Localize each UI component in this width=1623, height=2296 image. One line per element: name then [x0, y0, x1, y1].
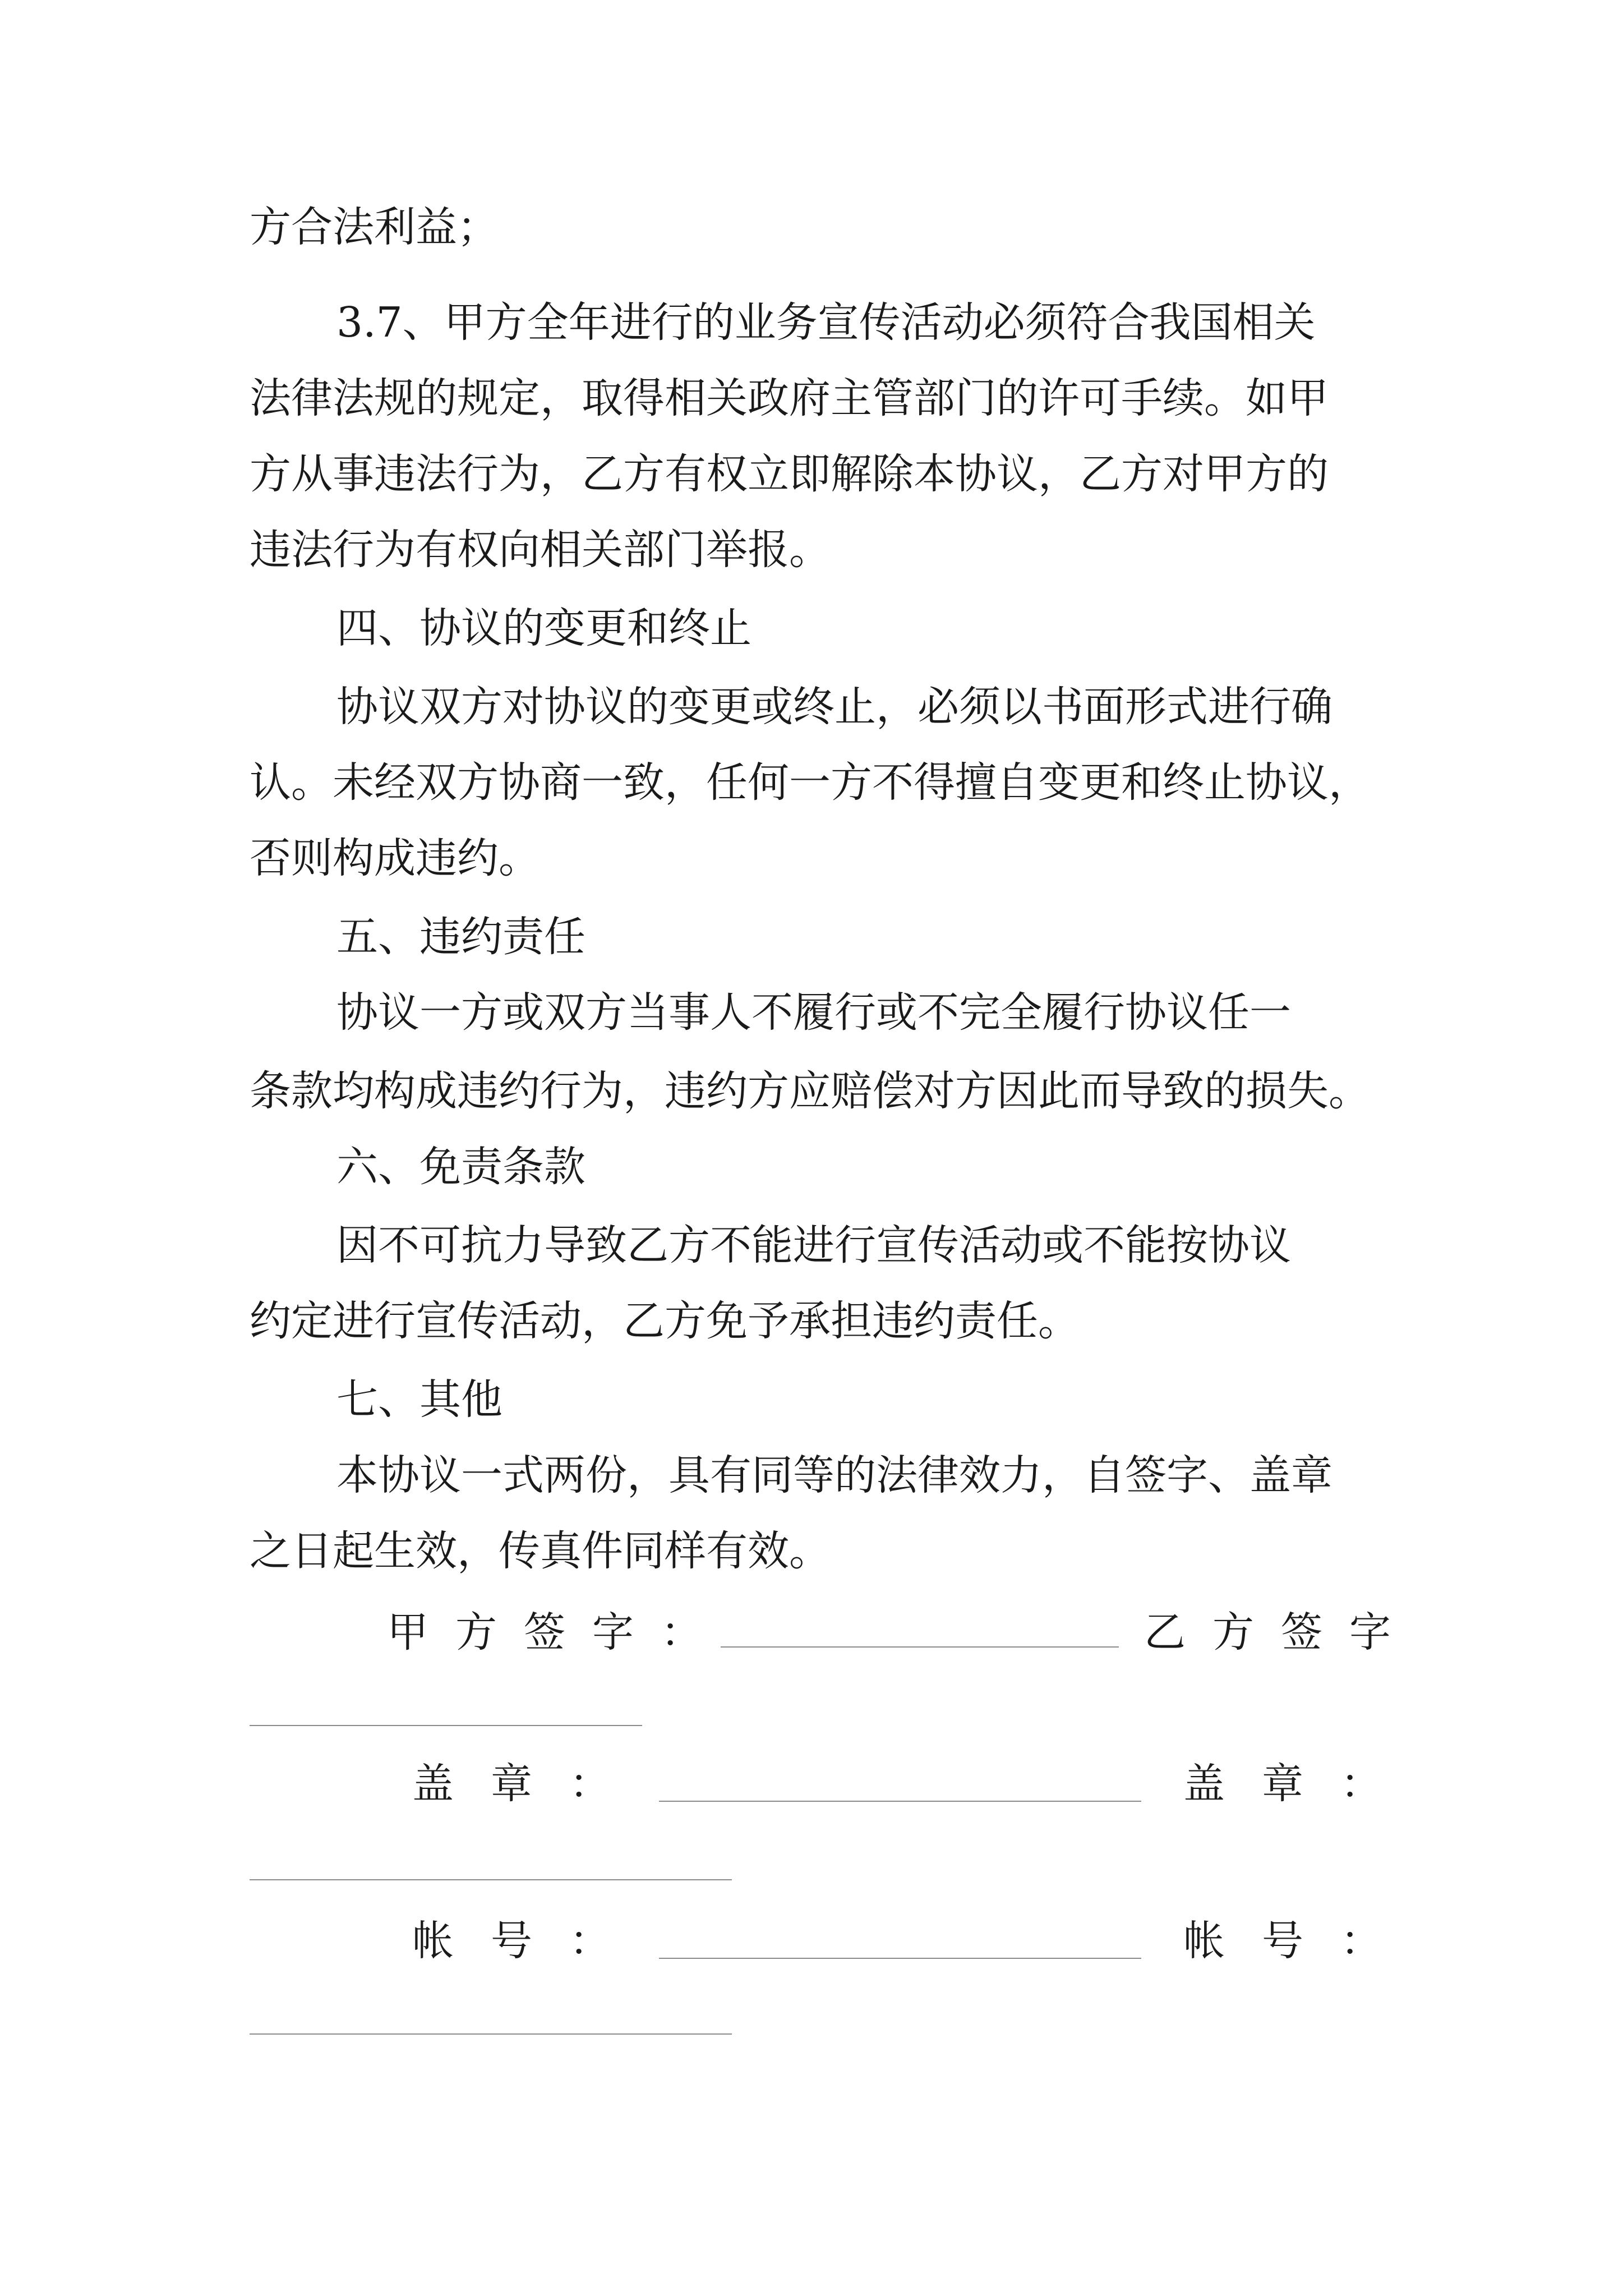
- paragraph-line: 协议一方或双方当事人不履行或不完全履行协议任一: [336, 988, 1291, 1037]
- party-a-signature-label: [387, 1604, 729, 1660]
- paragraph-line: 法律法规的规定，取得相关政府主管部门的许可手续。如甲: [250, 374, 1329, 422]
- paragraph-line: 方合法利益；: [250, 203, 499, 251]
- paragraph-line: 违法行为有权向相关部门举报。: [250, 526, 831, 574]
- party-b-seal-label: 盖章：: [1183, 1760, 1419, 1808]
- party-a-seal-blank[interactable]: [659, 1801, 1141, 1802]
- paragraph-line: 协议双方对协议的变更或终止，必须以书面形式进行确: [336, 683, 1332, 731]
- paragraph-line: 因不可抗力导致乙方不能进行宣传活动或不能按协议: [336, 1221, 1291, 1269]
- party-a-signature-label-text: 甲方签字：: [387, 1608, 729, 1657]
- party-b-seal-blank[interactable]: [250, 1879, 732, 1880]
- party-a-account-blank[interactable]: [659, 1958, 1141, 1959]
- paragraph-line: 约定进行宣传活动，乙方免予承担违约责任。: [250, 1297, 1080, 1345]
- paragraph-line: 否则构成违约。: [250, 834, 540, 882]
- party-a-account-label: 帐号：: [412, 1917, 648, 1965]
- section-heading: 七、其他: [336, 1375, 502, 1424]
- section-heading: 五、违约责任: [336, 913, 585, 961]
- paragraph-line: 认。未经双方协商一致，任何一方不得擅自变更和终止协议，: [250, 758, 1370, 807]
- party-b-account-label: 帐号：: [1183, 1917, 1419, 1965]
- paragraph-line: 之日起生效，传真件同样有效。: [250, 1527, 831, 1575]
- party-a-seal-label: 盖章：: [412, 1760, 648, 1808]
- paragraph-line: 方从事违法行为，乙方有权立即解除本协议，乙方对甲方的: [250, 450, 1329, 498]
- party-b-signature-label: 乙方签字: [1144, 1608, 1418, 1657]
- paragraph-line: 3.7、甲方全年进行的业务宣传活动必须符合我国相关: [336, 298, 1316, 347]
- party-b-account-blank[interactable]: [250, 2033, 732, 2035]
- paragraph-line: 条款均构成违约行为，违约方应赔偿对方因此而导致的损失。: [250, 1067, 1370, 1115]
- party-a-signature-blank[interactable]: [721, 1646, 1119, 1648]
- party-b-signature-blank[interactable]: [250, 1725, 642, 1726]
- section-heading: 四、协议的变更和终止: [336, 604, 751, 652]
- section-heading: 六、免责条款: [336, 1143, 585, 1191]
- paragraph-line: 本协议一式两份，具有同等的法律效力，自签字、盖章: [336, 1451, 1332, 1499]
